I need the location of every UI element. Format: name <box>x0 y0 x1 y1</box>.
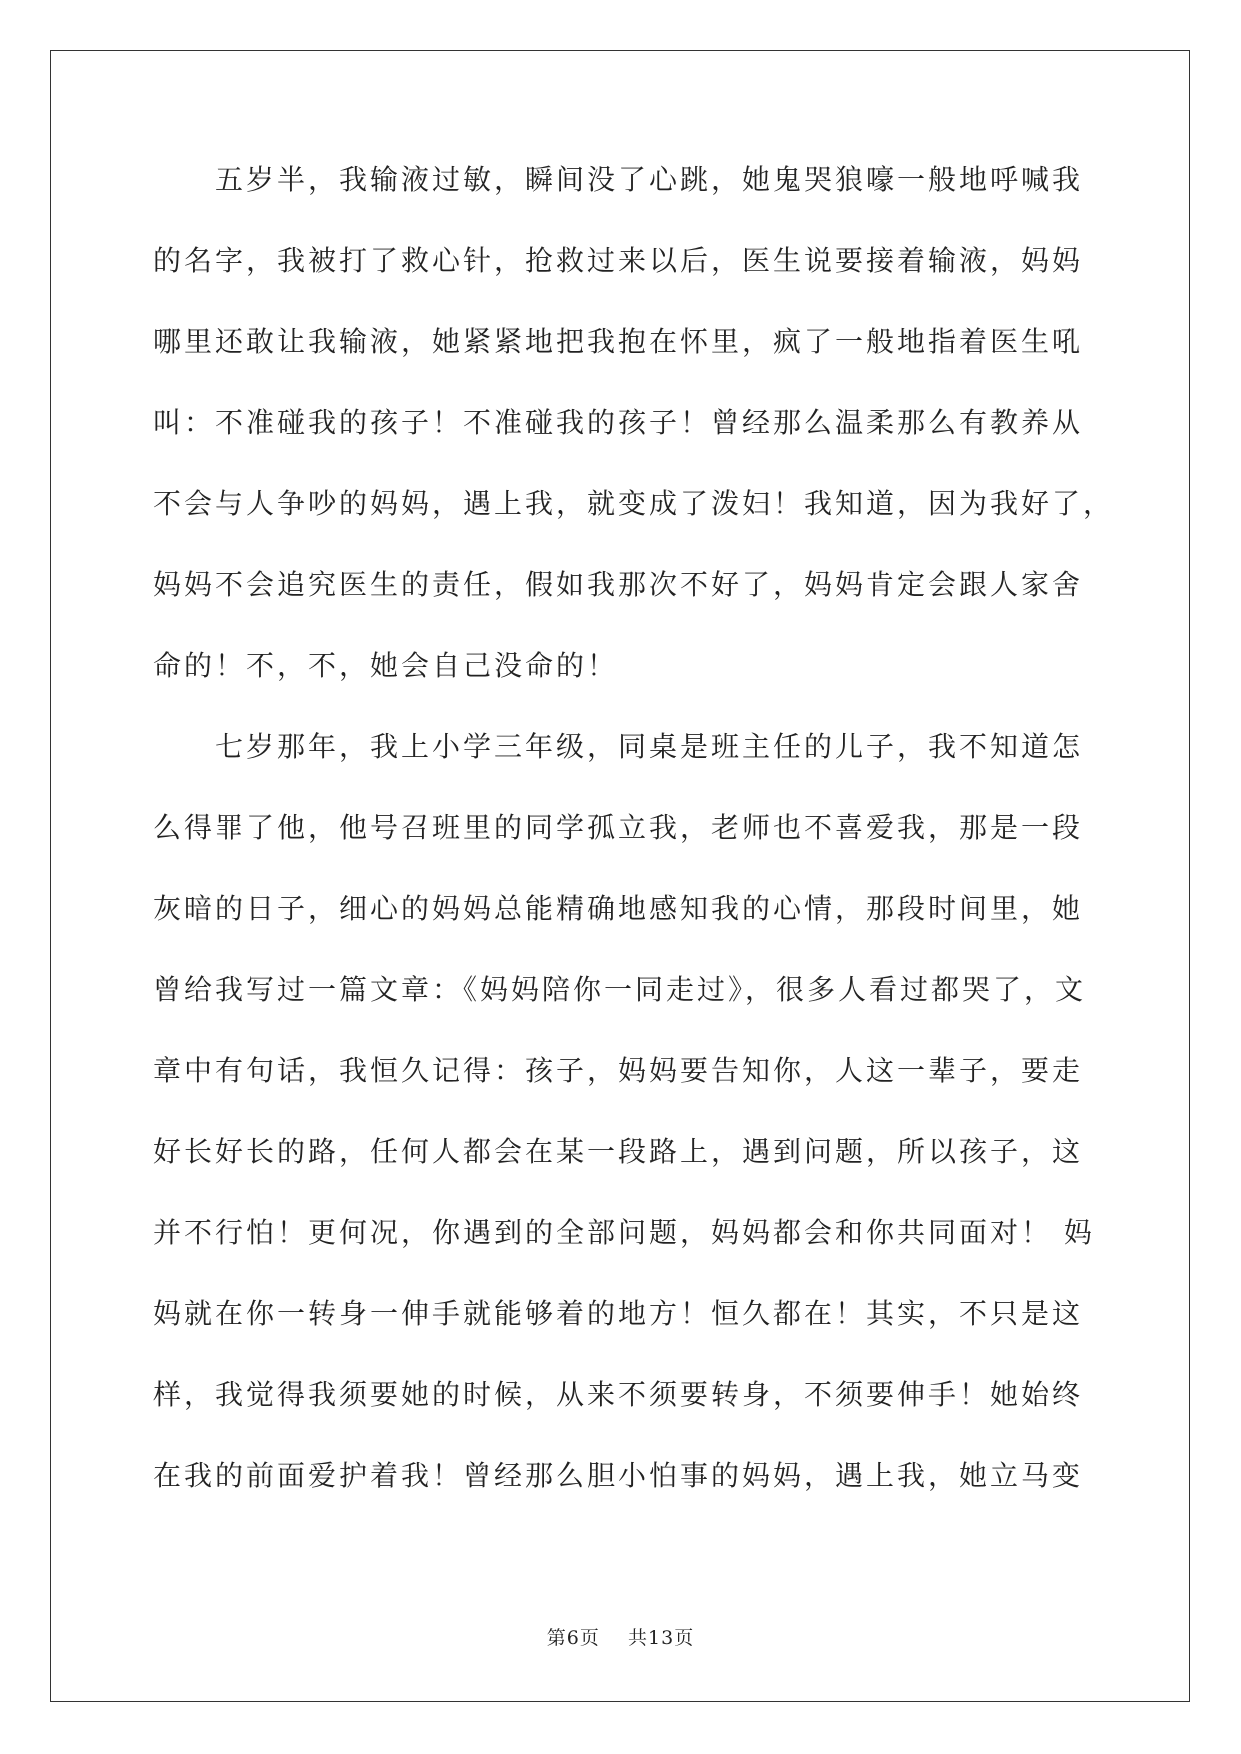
text-line: 妈就在你一转身一伸手就能够着的地方！恒久都在！其实，不只是这 <box>153 1297 1084 1330</box>
text-line: 叫：不准碰我的孩子！不准碰我的孩子！曾经那么温柔那么有教养从 <box>153 406 1084 439</box>
page-suffix: 页 <box>579 1627 600 1649</box>
text-line: 妈妈不会追究医生的责任，假如我那次不好了，妈妈肯定会跟人家舍 <box>153 568 1084 601</box>
page-footer <box>0 1623 1241 1650</box>
total-suffix: 页 <box>674 1627 695 1649</box>
text-line: 并不行怕！更何况，你遇到的全部问题，妈妈都会和你共同面对！ 妈 <box>153 1216 1095 1249</box>
text-line: 曾给我写过一篇文章：《妈妈陪你一同走过》，很多人看过都哭了，文 <box>153 973 1087 1006</box>
text-line: 章中有句话，我恒久记得：孩子，妈妈要告知你，人这一辈子，要走 <box>153 1054 1084 1087</box>
total-pages: 13 <box>648 1627 675 1649</box>
text-line: 在我的前面爱护着我！曾经那么胆小怕事的妈妈，遇上我，她立马变 <box>153 1459 1084 1492</box>
text-line: 好长好长的路，任何人都会在某一段路上，遇到问题，所以孩子，这 <box>153 1135 1084 1168</box>
text-line: 哪里还敢让我输液，她紧紧地把我抱在怀里，疯了一般地指着医生吼 <box>153 325 1084 358</box>
page-prefix: 第 <box>546 1627 567 1649</box>
text-line: 不会与人争吵的妈妈，遇上我，就变成了泼妇！我知道，因为我好了， <box>153 487 1115 520</box>
text-line: 七岁那年，我上小学三年级，同桌是班主任的儿子，我不知道怎 <box>153 730 1084 763</box>
text-line: 的名字，我被打了救心针，抢救过来以后，医生说要接着输液，妈妈 <box>153 244 1084 277</box>
text-line: 灰暗的日子，细心的妈妈总能精确地感知我的心情，那段时间里，她 <box>153 892 1084 925</box>
text-line: 么得罪了他，他号召班里的同学孤立我，老师也不喜爱我，那是一段 <box>153 811 1084 844</box>
total-prefix: 共 <box>628 1627 649 1649</box>
page-number: 6 <box>566 1627 580 1649</box>
footer-spacer <box>600 1627 628 1649</box>
text-line: 命的！不，不，她会自己没命的！ <box>153 649 619 682</box>
document-body <box>153 162 1115 1539</box>
text-line: 样，我觉得我须要她的时候，从来不须要转身，不须要伸手！她始终 <box>153 1378 1084 1411</box>
text-line: 五岁半，我输液过敏，瞬间没了心跳，她鬼哭狼嚎一般地呼喊我 <box>153 163 1084 196</box>
